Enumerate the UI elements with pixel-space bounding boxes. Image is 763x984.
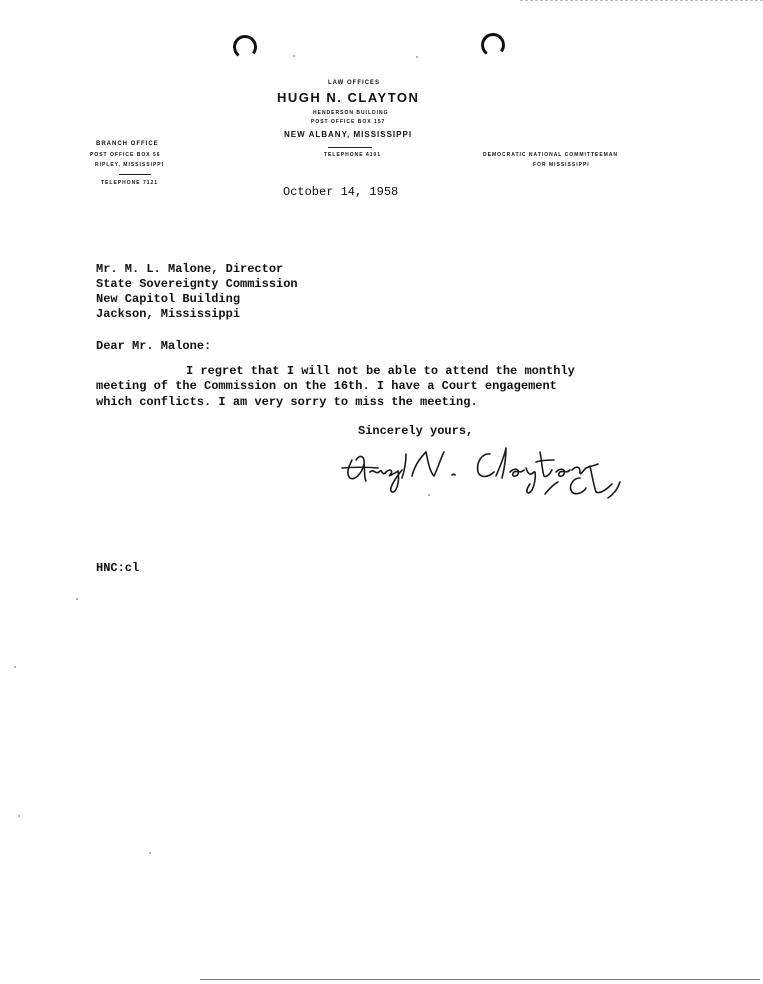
- letterhead-telephone: TELEPHONE 4101: [324, 152, 382, 158]
- body-line: which conflicts. I am very sorry to miss the meeting.: [96, 395, 478, 409]
- recipient-line: Jackson, Mississippi: [96, 307, 241, 321]
- paper-speck: [18, 815, 20, 817]
- punch-hole-left: [231, 33, 258, 60]
- letterhead-building: HENDERSON BUILDING: [313, 110, 389, 116]
- closing: Sincerely yours,: [358, 424, 474, 438]
- branch-rule: [119, 174, 151, 175]
- signature-initials: [0, 0, 1, 1]
- punch-hole-right: [479, 31, 506, 58]
- body-line: I regret that I will not be able to attend the monthly: [186, 364, 575, 378]
- position-line2: FOR MISSISSIPPI: [533, 162, 590, 168]
- branch-title: BRANCH OFFICE: [96, 141, 159, 147]
- branch-city: RIPLEY, MISSISSIPPI: [95, 162, 165, 168]
- letter-date: October 14, 1958: [283, 185, 399, 199]
- paper-speck: [76, 598, 78, 600]
- paper-speck: [293, 55, 295, 57]
- letterhead-rule: [328, 147, 372, 148]
- top-edge-mark: [520, 0, 763, 3]
- paper-speck: [416, 56, 418, 58]
- branch-po-box: POST OFFICE BOX 56: [90, 152, 161, 158]
- branch-telephone: TELEPHONE 7121: [101, 180, 159, 186]
- letterhead-name: HUGH N. CLAYTON: [277, 90, 420, 105]
- signature-text: [0, 0, 1, 1]
- paper-speck: [428, 494, 430, 496]
- handwritten-signature: [340, 438, 630, 513]
- reference-initials: HNC:cl: [96, 561, 140, 575]
- recipient-line: State Sovereignty Commission: [96, 277, 298, 291]
- body-line: meeting of the Commission on the 16th. I have a Court engagement: [96, 379, 557, 393]
- letterhead-firm-label: LAW OFFICES: [328, 80, 380, 86]
- recipient-line: New Capitol Building: [96, 292, 241, 306]
- recipient-line: Mr. M. L. Malone, Director: [96, 262, 284, 276]
- letterhead-city: NEW ALBANY, MISSISSIPPI: [284, 130, 413, 139]
- paper-speck: [149, 852, 151, 854]
- salutation: Dear Mr. Malone:: [96, 339, 212, 353]
- paper-speck: [14, 666, 16, 668]
- bottom-edge-line: [200, 979, 760, 980]
- position-line1: DEMOCRATIC NATIONAL COMMITTEEMAN: [483, 152, 619, 158]
- letterhead-po-box: POST OFFICE BOX 157: [311, 119, 386, 125]
